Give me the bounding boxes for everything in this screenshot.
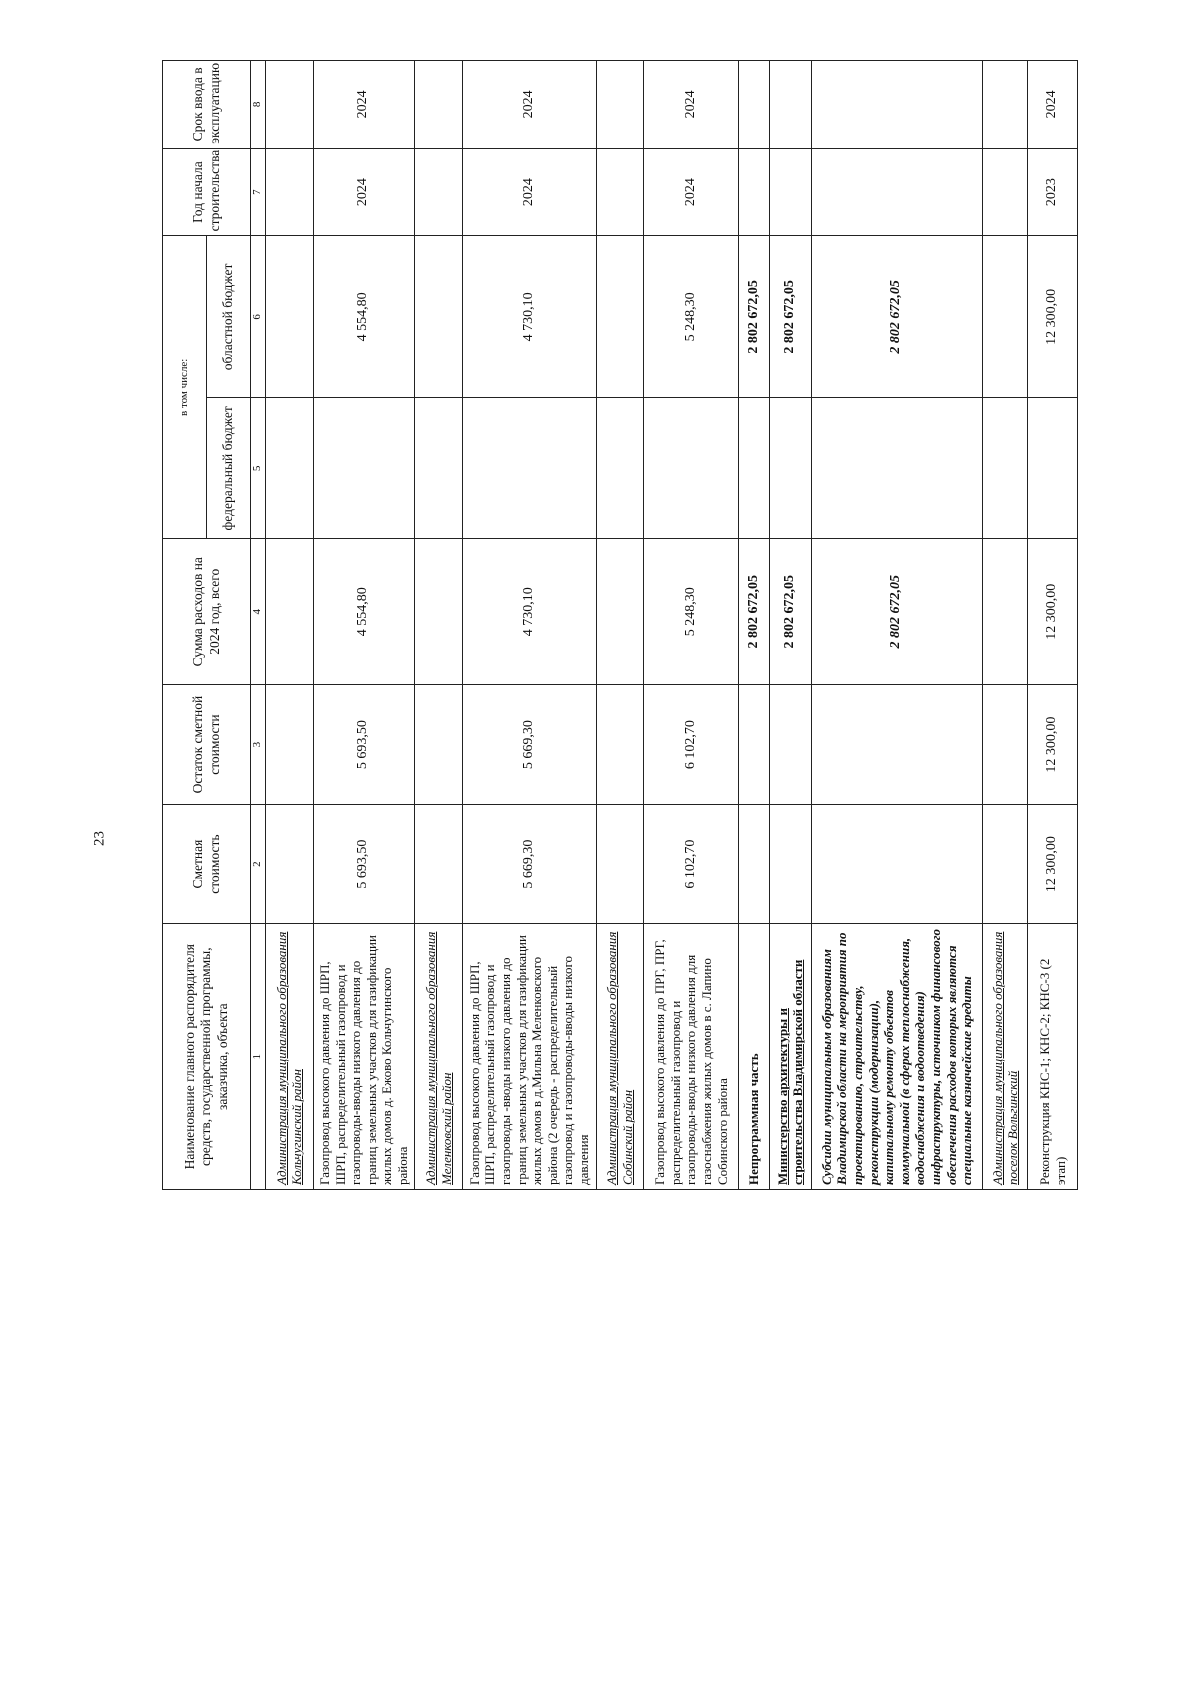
- table-row: [770, 61, 811, 1190]
- header-including: в том числе:: [163, 236, 207, 539]
- cell-remaining-cost: [739, 685, 770, 805]
- cell-remaining-cost: [596, 685, 644, 805]
- cell-expenses-total: 4 730,10: [462, 539, 596, 685]
- table-row: [462, 61, 596, 1190]
- table-row: [982, 61, 1027, 1190]
- cell-start-year: [596, 148, 644, 236]
- cell-remaining-cost: 5 693,50: [313, 685, 415, 805]
- table-row: [266, 61, 314, 1190]
- column-number: 4: [251, 539, 266, 685]
- cell-regional-budget: 2 802 672,05: [811, 236, 982, 398]
- cell-start-year: [739, 148, 770, 236]
- cell-remaining-cost: 12 300,00: [1028, 685, 1078, 805]
- cell-commissioning: [739, 61, 770, 149]
- cell-regional-budget: 2 802 672,05: [739, 236, 770, 398]
- cell-commissioning: [770, 61, 811, 149]
- cell-start-year: [770, 148, 811, 236]
- table-row: [739, 61, 770, 1190]
- row-name: Администрация муниципального образования поселок Вольгинский: [982, 924, 1027, 1190]
- cell-commissioning: [811, 61, 982, 149]
- cell-federal-budget: [770, 398, 811, 539]
- cell-regional-budget: [982, 236, 1027, 398]
- cell-regional-budget: 4 730,10: [462, 236, 596, 398]
- cell-start-year: [266, 148, 314, 236]
- header-start-year: Год начала строительства: [163, 148, 251, 236]
- cell-remaining-cost: 6 102,70: [644, 685, 739, 805]
- cell-estimated-cost: [415, 804, 463, 924]
- header-commissioning: Срок ввода в эксплуатацию: [163, 61, 251, 149]
- column-number: 3: [251, 685, 266, 805]
- cell-estimated-cost: 5 669,30: [462, 804, 596, 924]
- cell-commissioning: [266, 61, 314, 149]
- cell-start-year: 2024: [644, 148, 739, 236]
- cell-remaining-cost: [811, 685, 982, 805]
- table-row: [811, 61, 982, 1190]
- row-name: Администрация муниципального образования Собинский район: [596, 924, 644, 1190]
- row-name: Газопровод высокого давления до ПРГ, ПРГ, распределительный газопровод и газопроводы-вводы низкого давления для газоснабжения жилых домов в с. Лапино Собинского района: [644, 924, 739, 1190]
- header-expenses-total: Сумма расходов на 2024 год, всего: [163, 539, 251, 685]
- cell-federal-budget: [266, 398, 314, 539]
- cell-commissioning: 2024: [462, 61, 596, 149]
- row-name: Реконструкция КНС-1; КНС-2; КНС-3 (2 этап): [1028, 924, 1078, 1190]
- column-number: 5: [251, 398, 266, 539]
- cell-regional-budget: [415, 236, 463, 398]
- cell-start-year: [982, 148, 1027, 236]
- cell-remaining-cost: [266, 685, 314, 805]
- cell-estimated-cost: 6 102,70: [644, 804, 739, 924]
- cell-federal-budget: [313, 398, 415, 539]
- cell-estimated-cost: [739, 804, 770, 924]
- table-row: [415, 61, 463, 1190]
- cell-regional-budget: [266, 236, 314, 398]
- cell-estimated-cost: [811, 804, 982, 924]
- cell-federal-budget: [644, 398, 739, 539]
- cell-commissioning: 2024: [644, 61, 739, 149]
- cell-expenses-total: 5 248,30: [644, 539, 739, 685]
- cell-regional-budget: 12 300,00: [1028, 236, 1078, 398]
- row-name: Администрация муниципального образования Кольчугинский район: [266, 924, 314, 1190]
- table-row: [644, 61, 739, 1190]
- budget-table: [162, 60, 1078, 1190]
- cell-remaining-cost: [770, 685, 811, 805]
- cell-remaining-cost: [415, 685, 463, 805]
- cell-commissioning: [982, 61, 1027, 149]
- cell-estimated-cost: [266, 804, 314, 924]
- cell-federal-budget: [596, 398, 644, 539]
- cell-expenses-total: [596, 539, 644, 685]
- cell-start-year: 2024: [462, 148, 596, 236]
- cell-start-year: [415, 148, 463, 236]
- cell-commissioning: [596, 61, 644, 149]
- row-name: Газопровод высокого давления до ШРП, ШРП, распределительный газопровод и газопроводы-вводы низкого давления до границ земельных участков для газификации жилых домов д. Ежово Кольчугинского района: [313, 924, 415, 1190]
- header-federal-budget: федеральный бюджет: [207, 398, 251, 539]
- table-row: [596, 61, 644, 1190]
- cell-remaining-cost: 5 669,30: [462, 685, 596, 805]
- cell-expenses-total: [982, 539, 1027, 685]
- cell-expenses-total: 4 554,80: [313, 539, 415, 685]
- cell-regional-budget: [596, 236, 644, 398]
- cell-estimated-cost: 5 693,50: [313, 804, 415, 924]
- rotated-table-wrapper: [162, 60, 1078, 1190]
- header-estimated-cost: Сметная стоимость: [163, 804, 251, 924]
- cell-commissioning: [415, 61, 463, 149]
- cell-start-year: 2023: [1028, 148, 1078, 236]
- cell-expenses-total: [415, 539, 463, 685]
- cell-expenses-total: 2 802 672,05: [739, 539, 770, 685]
- header-remaining-cost: Остаток сметной стоимости: [163, 685, 251, 805]
- table-row: [1028, 61, 1078, 1190]
- cell-expenses-total: [266, 539, 314, 685]
- cell-estimated-cost: 12 300,00: [1028, 804, 1078, 924]
- column-number: 1: [251, 924, 266, 1190]
- cell-federal-budget: [462, 398, 596, 539]
- cell-expenses-total: 12 300,00: [1028, 539, 1078, 685]
- cell-federal-budget: [982, 398, 1027, 539]
- row-name: Администрация муниципального образования Меленковский район: [415, 924, 463, 1190]
- row-name: Газопровод высокого давления до ШРП, ШРП, распределительный газопровод и газопроводы -вводы низкого давления до границ земельных участков для газификации жилых домов в д.Мильна Меленковского района (2 очередь - распределительный газопровод и газопроводы-вводы низкого давления: [462, 924, 596, 1190]
- cell-start-year: 2024: [313, 148, 415, 236]
- cell-federal-budget: [811, 398, 982, 539]
- cell-expenses-total: 2 802 672,05: [811, 539, 982, 685]
- cell-federal-budget: [415, 398, 463, 539]
- cell-start-year: [811, 148, 982, 236]
- cell-regional-budget: 2 802 672,05: [770, 236, 811, 398]
- row-name: Министерство архитектуры и строительства Владимирской области: [770, 924, 811, 1190]
- row-name: Субсидии муниципальным образованиям Владимирской области на мероприятия по проектированию, строительству, реконструкции (модернизации), капитальному ремонту объектов коммунальной (в сферах теплоснабжения, водоснабжения и водоотведения) инфраструктуры, источником финансового обеспечения расходов которых являются специальные казначейские кредиты: [811, 924, 982, 1190]
- cell-estimated-cost: [770, 804, 811, 924]
- page-number: 23: [91, 831, 108, 846]
- cell-federal-budget: [1028, 398, 1078, 539]
- table-row: [313, 61, 415, 1190]
- header-name: Наименование главного распорядителя средств, государственной программы, заказчика, объекта: [163, 924, 251, 1190]
- header-regional-budget: областной бюджет: [207, 236, 251, 398]
- cell-regional-budget: 5 248,30: [644, 236, 739, 398]
- cell-regional-budget: 4 554,80: [313, 236, 415, 398]
- cell-remaining-cost: [982, 685, 1027, 805]
- column-number: 2: [251, 804, 266, 924]
- row-name: Непрограммная часть: [739, 924, 770, 1190]
- column-number: 8: [251, 61, 266, 149]
- cell-estimated-cost: [596, 804, 644, 924]
- column-number: 7: [251, 148, 266, 236]
- cell-commissioning: 2024: [1028, 61, 1078, 149]
- column-number: 6: [251, 236, 266, 398]
- cell-expenses-total: 2 802 672,05: [770, 539, 811, 685]
- cell-commissioning: 2024: [313, 61, 415, 149]
- cell-federal-budget: [739, 398, 770, 539]
- cell-estimated-cost: [982, 804, 1027, 924]
